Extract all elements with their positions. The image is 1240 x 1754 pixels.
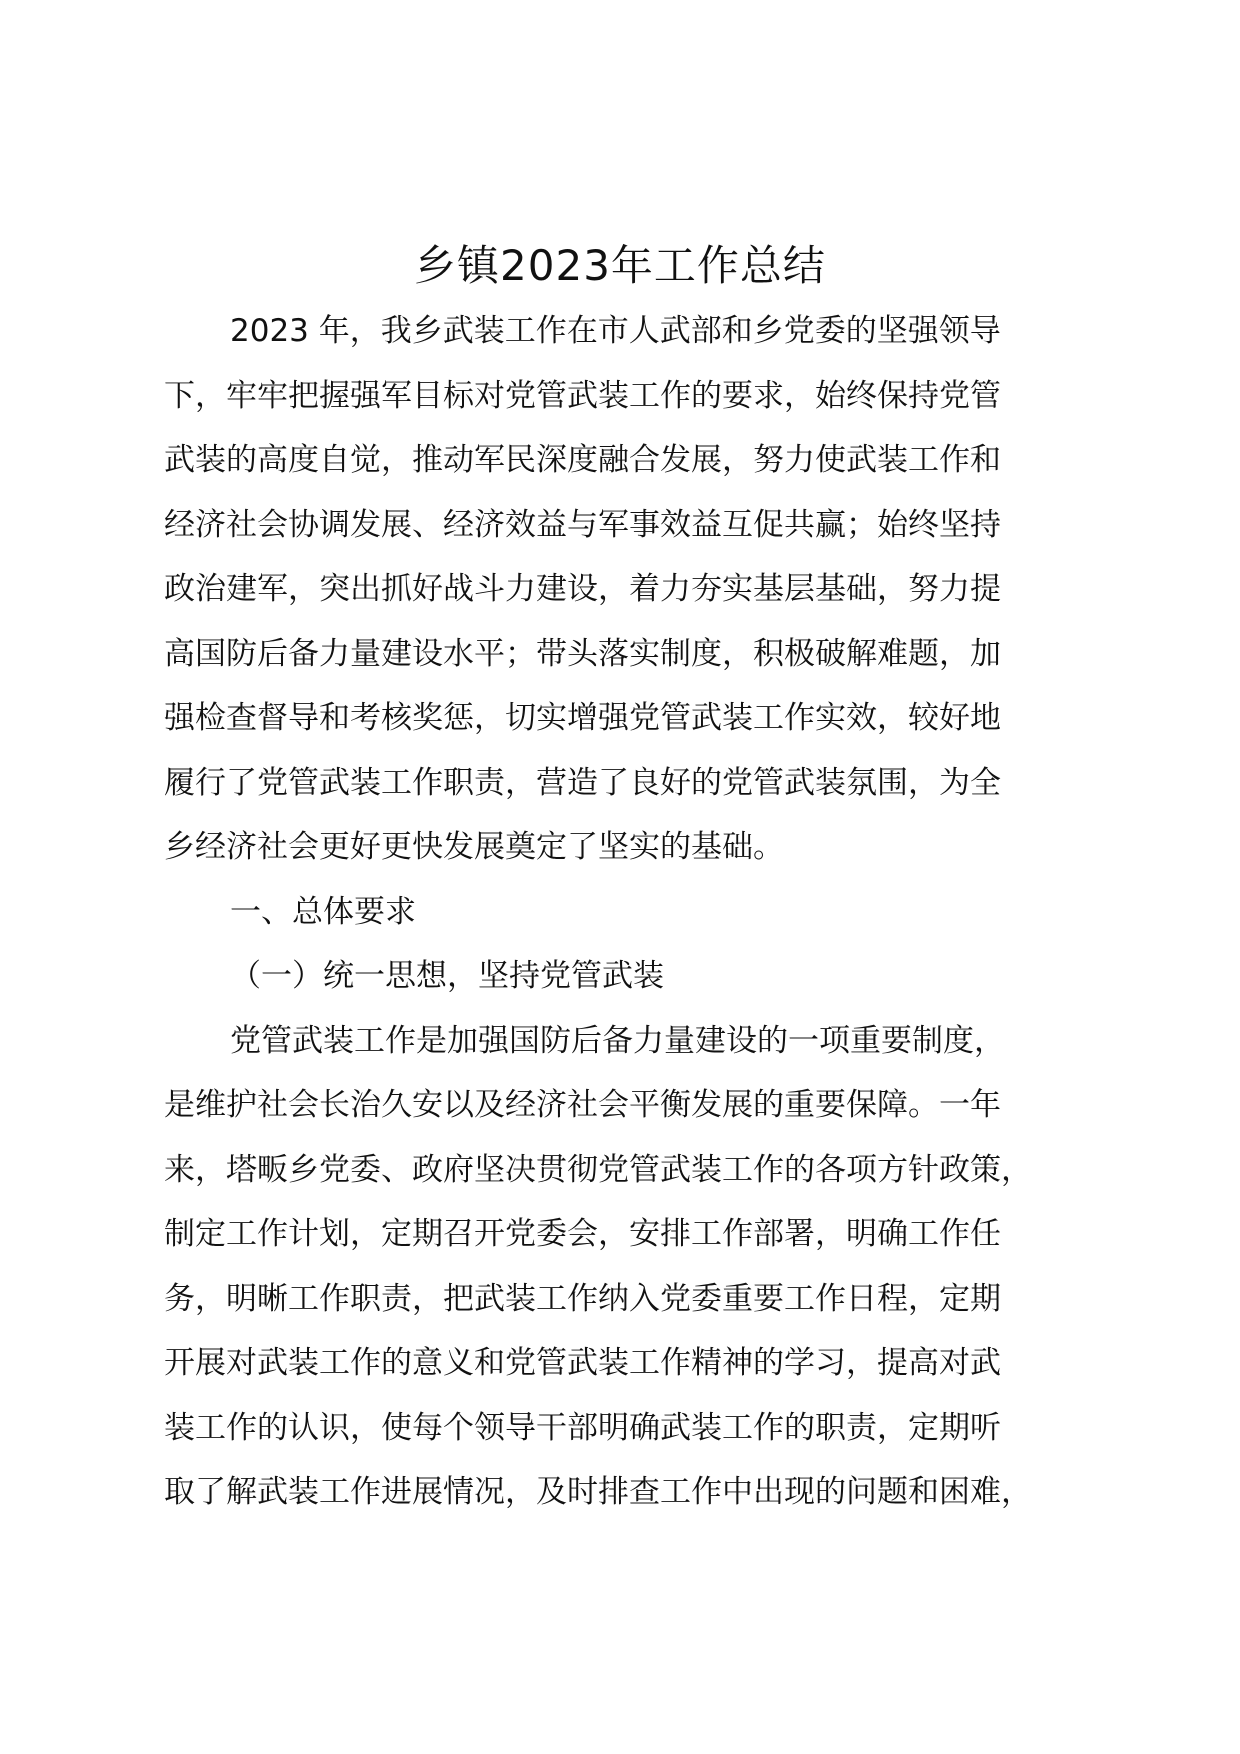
paragraph-line: 制定工作计划，定期召开党委会，安排工作部署，明确工作任 — [164, 1216, 1001, 1252]
paragraph-line: 是维护社会长治久安以及经济社会平衡发展的重要保障。一年 — [164, 1087, 1001, 1123]
paragraph-line: 来，塔畈乡党委、政府坚决贯彻党管武装工作的各项方针政策， — [164, 1151, 1032, 1188]
paragraph-line: 2023 年，我乡武装工作在市人武部和乡党委的坚强领导 — [230, 313, 1001, 349]
section-heading: 一、总体要求 — [230, 893, 416, 930]
paragraph-line: 政治建军，突出抓好战斗力建设，着力夯实基层基础，努力提 — [164, 571, 1001, 607]
paragraph-line: 武装的高度自觉，推动军民深度融合发展，努力使武装工作和 — [164, 442, 1001, 478]
paragraph-line: 务，明晰工作职责，把武装工作纳入党委重要工作日程，定期 — [164, 1280, 1001, 1317]
paragraph-line: 党管武装工作是加强国防后备力量建设的一项重要制度， — [230, 1022, 1005, 1059]
document-body — [164, 299, 1104, 1525]
paragraph-line: 乡经济社会更好更快发展奠定了坚实的基础。 — [164, 829, 784, 865]
paragraph-line: 取了解武装工作进展情况，及时排查工作中出现的问题和困难， — [164, 1474, 1032, 1510]
paragraph-line: 强检查督导和考核奖惩，切实增强党管武装工作实效，较好地 — [164, 700, 1001, 736]
paragraph-line: 装工作的认识，使每个领导干部明确武装工作的职责，定期听 — [164, 1409, 1001, 1446]
paragraph-line: 履行了党管武装工作职责，营造了良好的党管武装氛围，为全 — [164, 764, 1001, 801]
paragraph-line: 下，牢牢把握强军目标对党管武装工作的要求，始终保持党管 — [164, 377, 1001, 414]
paragraph-line: 高国防后备力量建设水平；带头落实制度，积极破解难题，加 — [164, 635, 1001, 672]
paragraph-line: 经济社会协调发展、经济效益与军事效益互促共赢；始终坚持 — [164, 506, 1001, 543]
paragraph-line: 开展对武装工作的意义和党管武装工作精神的学习，提高对武 — [164, 1345, 1001, 1381]
document-title: 乡镇2023年工作总结 — [414, 241, 826, 290]
subsection-heading: （一）统一思想，坚持党管武装 — [230, 958, 664, 994]
